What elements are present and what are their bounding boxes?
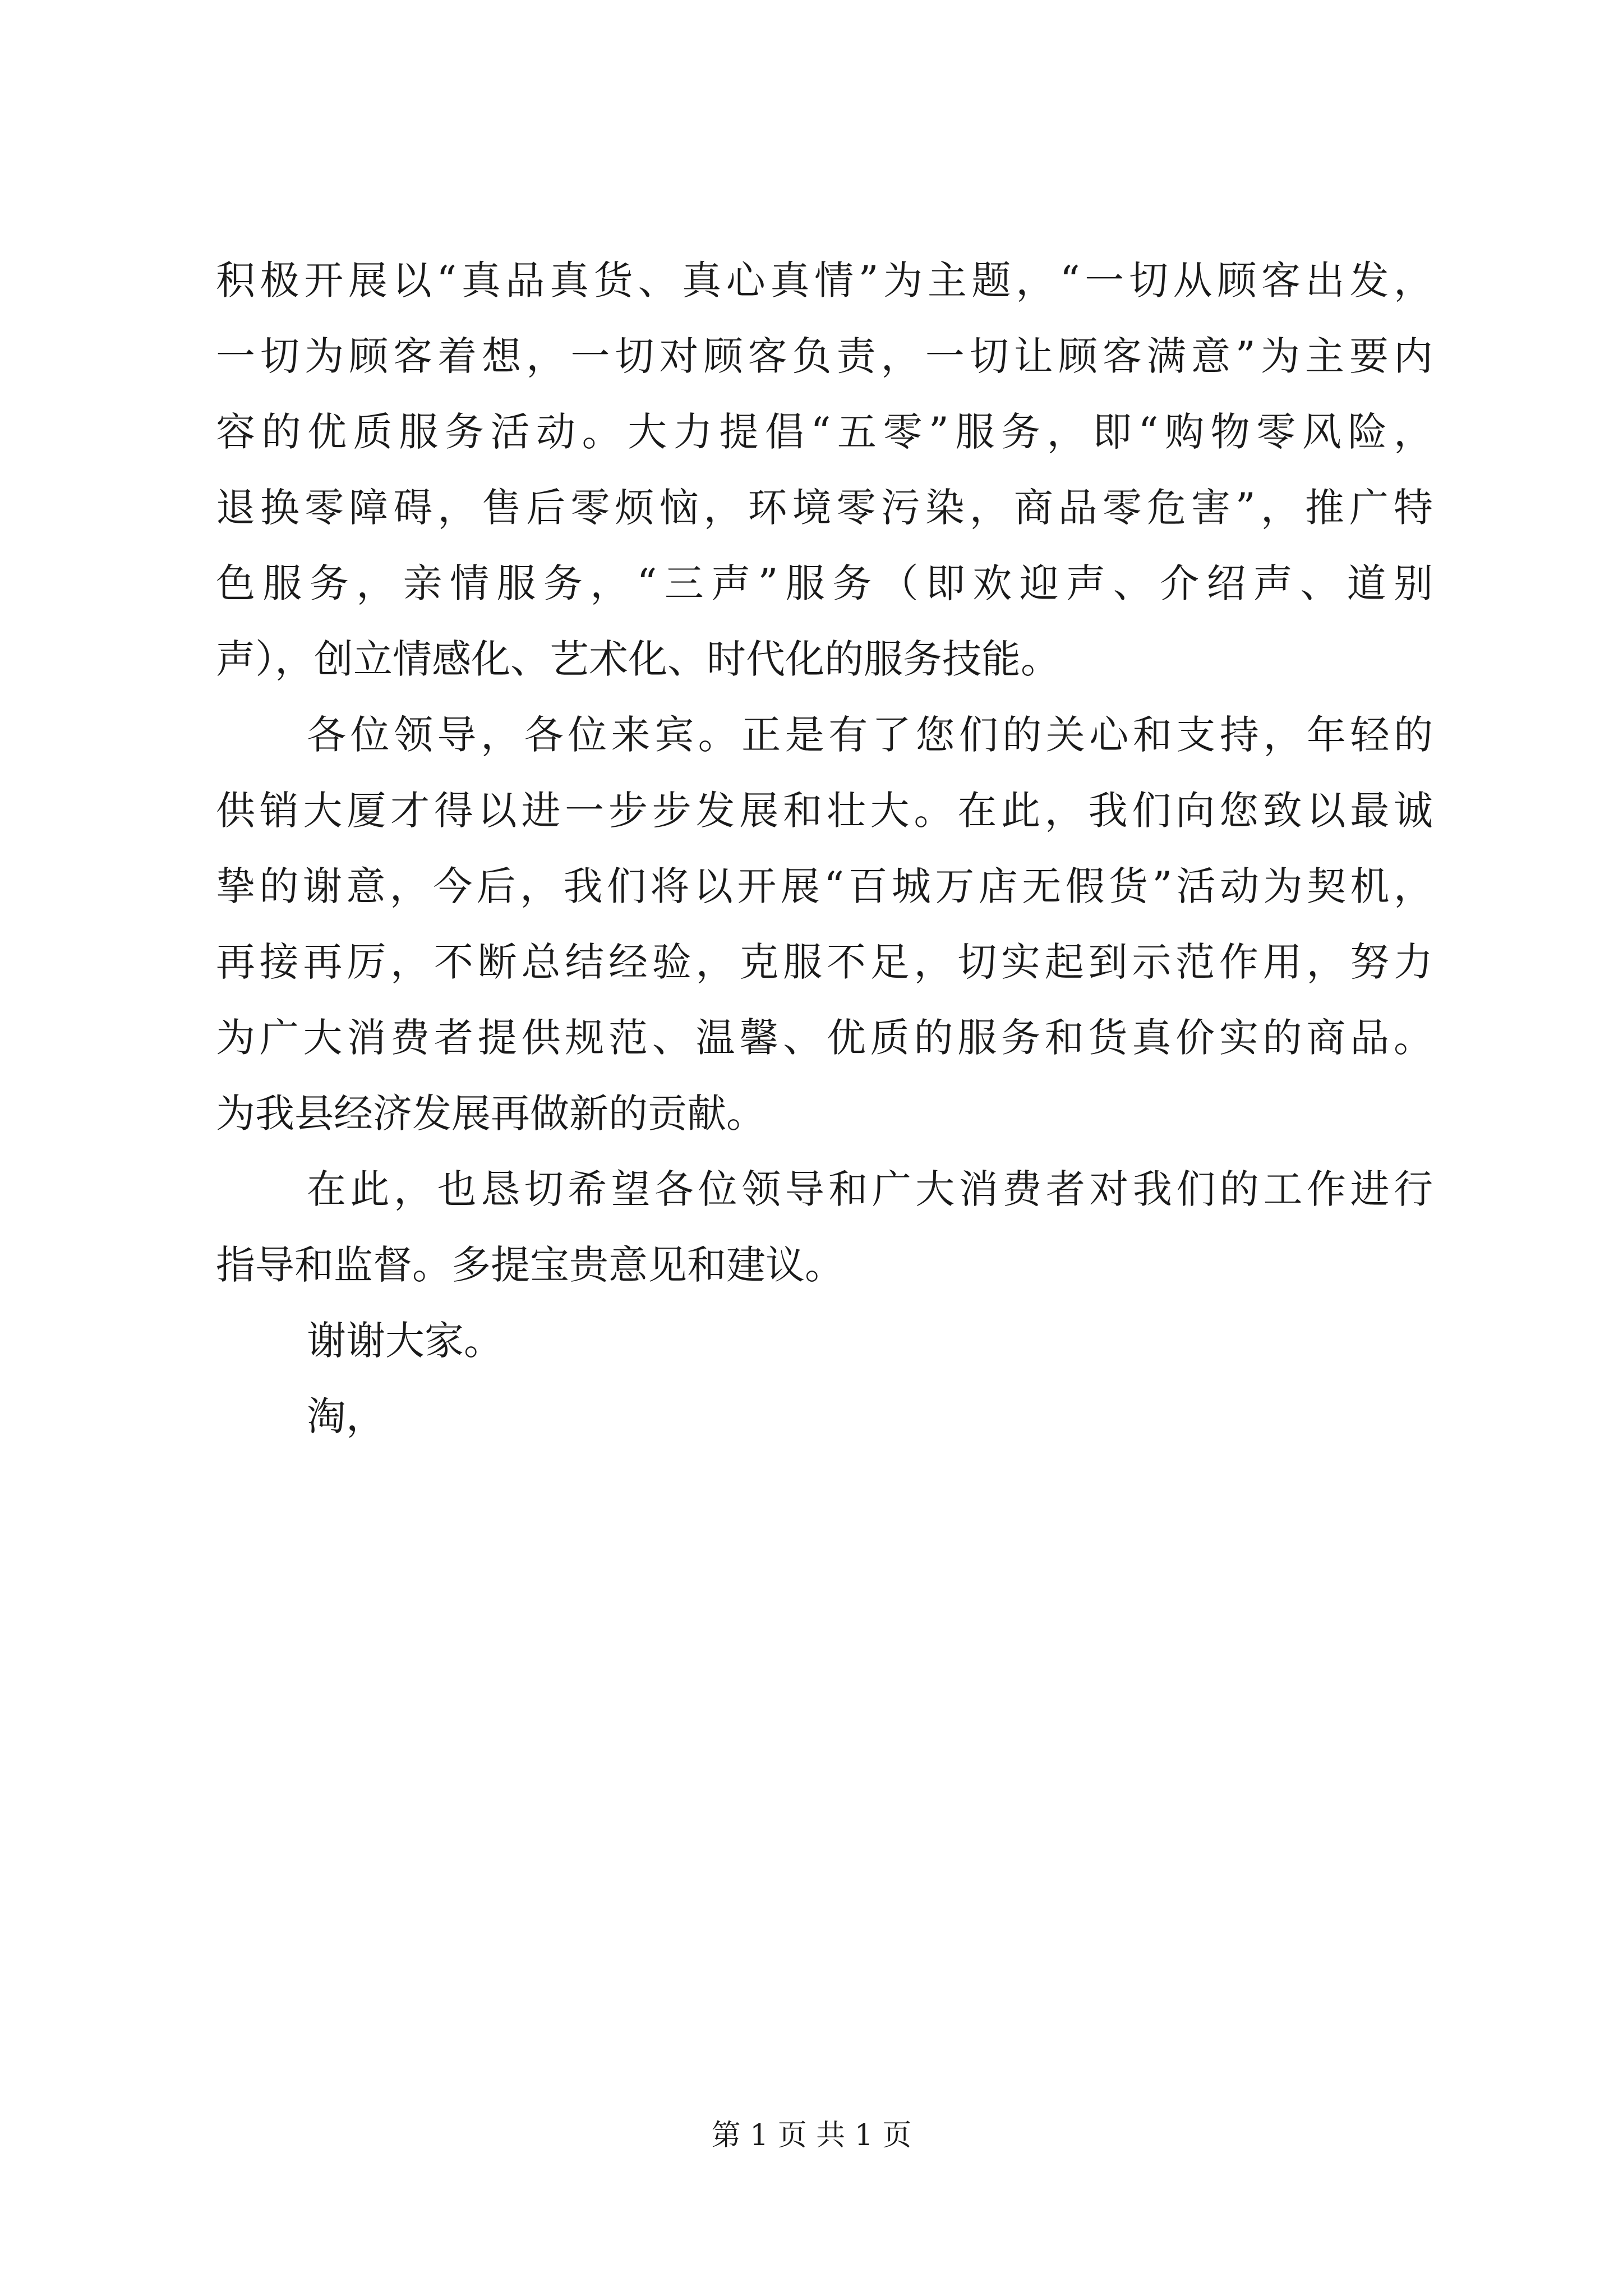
body-line: 为广大消费者提供规范、温馨、优质的服务和货真价实的商品。 xyxy=(216,1015,1433,1061)
body-line: 挚的谢意，今后，我们将以开展“百城万店无假货”活动为契机， xyxy=(216,863,1433,909)
body-line: 一切为顾客着想，一切对顾客负责，一切让顾客满意”为主要内 xyxy=(216,333,1433,379)
body-line: 为我县经济发展再做新的贡献。 xyxy=(216,1091,766,1137)
body-line: 退换零障碍，售后零烦恼，环境零污染，商品零危害”，推广特 xyxy=(216,485,1433,531)
body-line: 声），创立情感化、艺术化、时代化的服务技能。 xyxy=(216,636,1060,682)
closing-thanks: 谢谢大家。 xyxy=(307,1318,503,1364)
body-line: 色服务，亲情服务，“三声”服务（即欢迎声、介绍声、道别 xyxy=(216,560,1433,606)
body-line: 容的优质服务活动。大力提倡“五零”服务，即“购物零风险， xyxy=(216,409,1433,455)
body-line: 指导和监督。多提宝贵意见和建议。 xyxy=(216,1242,844,1288)
body-line: 再接再厉，不断总结经验，克服不足，切实起到示范作用，努力 xyxy=(216,939,1433,985)
page-footer: 第 1 页 共 1 页 xyxy=(711,2119,912,2152)
closing-fragment: 淘， xyxy=(307,1393,385,1439)
body-line: 供销大厦才得以进一步步发展和壮大。在此，我们向您致以最诚 xyxy=(216,788,1433,834)
paragraph-first-line: 在此，也恳切希望各位领导和广大消费者对我们的工作进行 xyxy=(307,1166,1433,1212)
body-line: 积极开展以“真品真货、真心真情”为主题，“一切从顾客出发， xyxy=(216,257,1433,303)
paragraph-first-line: 各位领导，各位来宾。正是有了您们的关心和支持，年轻的 xyxy=(307,712,1433,758)
